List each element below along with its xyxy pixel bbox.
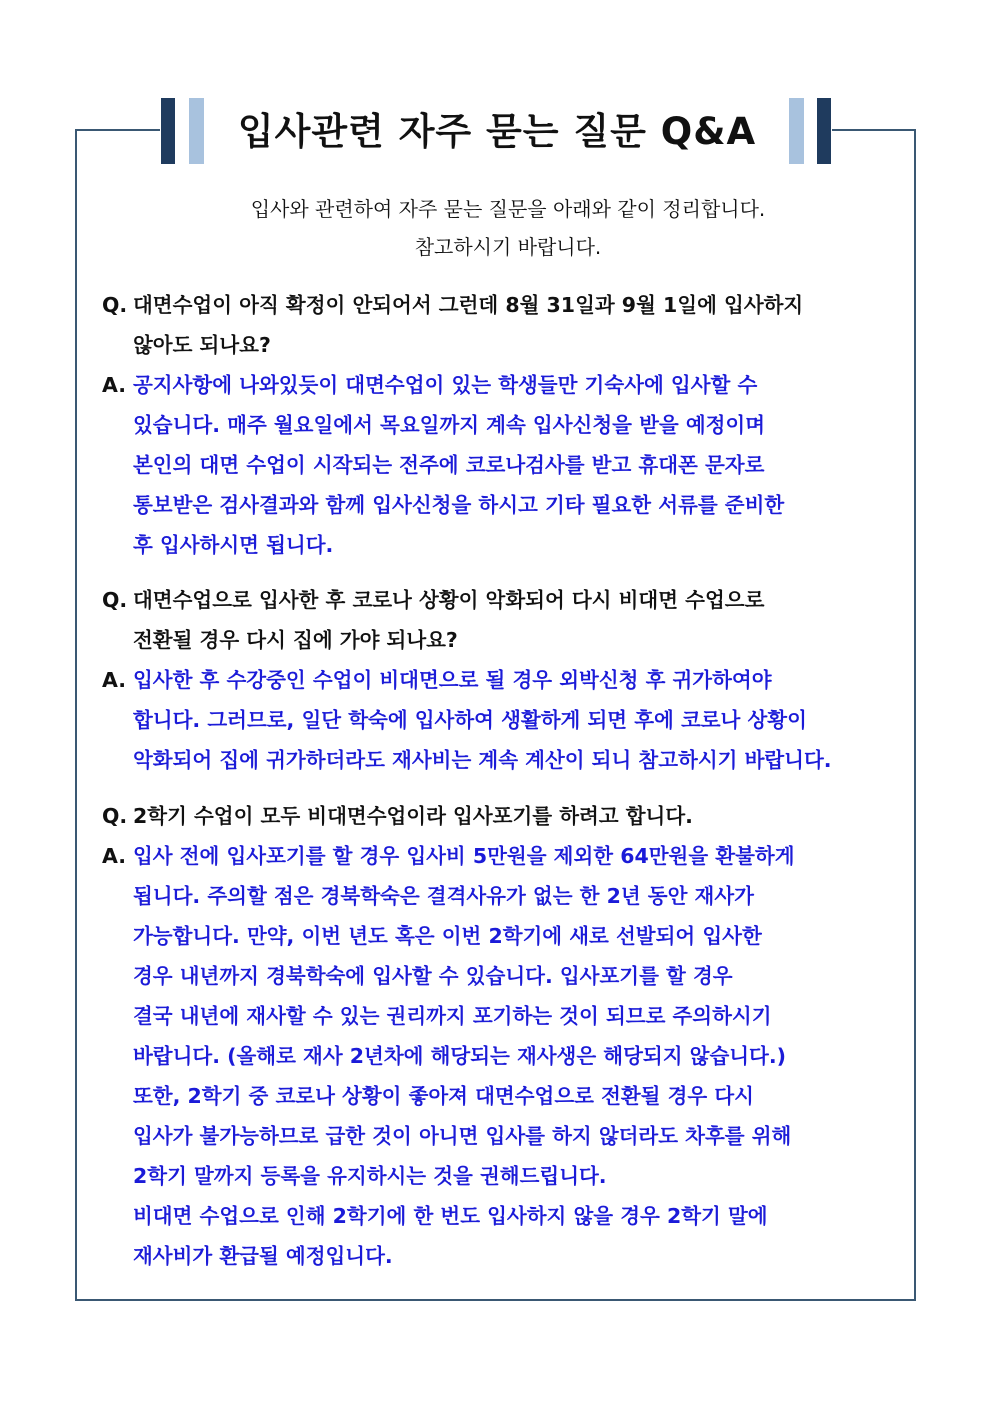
qa-item-2 [102,580,892,780]
qa-item-3 [102,796,892,1276]
answer-1 [102,365,892,565]
question-line: 2학기 수업이 모두 비대면수업이라 입사포기를 하려고 합니다. [133,804,693,828]
answer-line: 후 입사하시면 됩니다. [133,533,334,557]
answer-line: 2학기 말까지 등록을 유지하시는 것을 권해드립니다. [133,1164,607,1188]
question-mark: Q. [102,293,128,317]
question-line: 대면수업이 아직 확정이 안되어서 그런데 8월 31일과 9월 1일에 입사하지 [133,293,804,317]
question-mark: Q. [102,588,128,612]
answer-line: 됩니다. 주의할 점은 경북학숙은 결격사유가 없는 한 2년 동안 재사가 [133,884,754,908]
answer-line: 본인의 대면 수업이 시작되는 전주에 코로나검사를 받고 휴대폰 문자로 [133,453,765,477]
answer-line: 경우 내년까지 경북학숙에 입사할 수 있습니다. 입사포기를 할 경우 [133,964,733,988]
title-bar-left-light [189,98,204,164]
qa-item-1 [102,285,892,565]
answer-line: 비대면 수업으로 인해 2학기에 한 번도 입사하지 않을 경우 2학기 말에 [133,1204,768,1228]
answer-line: 공지사항에 나와있듯이 대면수업이 있는 학생들만 기숙사에 입사할 수 [133,373,758,397]
answer-line: 통보받은 검사결과와 함께 입사신청을 하시고 기타 필요한 서류를 준비한 [133,493,785,517]
question-2 [102,580,892,660]
answer-line: 바랍니다. (올해로 재사 2년차에 해당되는 재사생은 해당되지 않습니다.) [133,1044,787,1068]
answer-line: 재사비가 환급될 예정입니다. [133,1244,393,1268]
answer-line: 입사한 후 수강중인 수업이 비대면으로 될 경우 외박신청 후 귀가하여야 [133,668,772,692]
answer-line: 또한, 2학기 중 코로나 상황이 좋아져 대면수업으로 전환될 경우 다시 [133,1084,754,1108]
answer-mark: A. [102,668,127,692]
answer-line: 악화되어 집에 귀가하더라도 재사비는 계속 계산이 되니 참고하시기 바랍니다. [133,748,832,772]
question-line: 전환될 경우 다시 집에 가야 되나요? [133,628,458,652]
title-bar-right-dark [817,98,831,164]
question-line: 대면수업으로 입사한 후 코로나 상황이 악화되어 다시 비대면 수업으로 [133,588,765,612]
answer-line: 결국 내년에 재사할 수 있는 권리까지 포기하는 것이 되므로 주의하시기 [133,1004,772,1028]
intro-line: 입사와 관련하여 자주 묻는 질문을 아래와 같이 정리합니다. [250,197,766,221]
question-mark: Q. [102,804,128,828]
question-1 [102,285,892,365]
answer-mark: A. [102,844,127,868]
answer-3 [102,836,892,1276]
answer-line: 합니다. 그러므로, 일단 학숙에 입사하여 생활하게 되면 후에 코로나 상황이 [133,708,807,732]
question-3 [102,796,892,836]
answer-2 [102,660,892,780]
title-bar-right-light [789,98,804,164]
answer-line: 가능합니다. 만약, 이번 년도 혹은 이번 2학기에 새로 선발되어 입사한 [133,924,762,948]
intro-text [120,190,896,266]
answer-line: 있습니다. 매주 월요일에서 목요일까지 계속 입사신청을 받을 예정이며 [133,413,766,437]
answer-line: 입사가 불가능하므로 급한 것이 아니면 입사를 하지 않더라도 차후를 위해 [133,1124,792,1148]
answer-line: 입사 전에 입사포기를 할 경우 입사비 5만원을 제외한 64만원을 환불하게 [133,844,795,868]
page-title: 입사관련 자주 묻는 질문 Q&A [237,110,757,153]
answer-mark: A. [102,373,127,397]
title-bar-left-dark [161,98,175,164]
intro-line: 참고하시기 바랍니다. [414,235,602,259]
question-line: 않아도 되나요? [133,333,271,357]
